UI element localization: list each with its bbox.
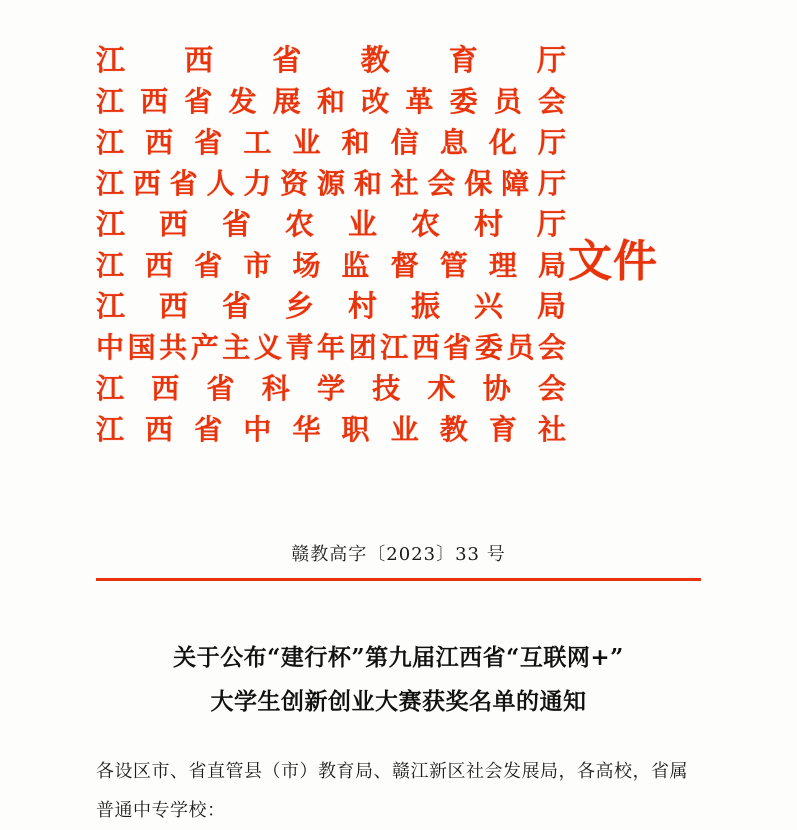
page-title [96,636,701,724]
red-divider-rule [96,578,701,581]
issuer-line: 江西省市场监督管理局 [96,249,566,282]
issuer-line: 江西省科学技术协会 [96,372,566,405]
issuer-line: 江西省工业和信息化厅 [96,126,566,159]
issuer-line: 江 西 省 乡 村 振 兴 局 [96,289,566,323]
document-word: 文件 [568,236,658,287]
issuer-line: 江西省中华职业教育社 [96,413,566,446]
issuer-list [96,40,566,450]
issuer-line: 江 西 省 农 业 农 村 厅 [96,207,566,241]
issuer-line: 江西省人力资源和社会保障厅 [96,167,566,200]
issuer-line: 中国共产主义青年团江西省委员会 [96,331,566,364]
title-line: 大学生创新创业大赛获奖名单的通知 [210,688,587,715]
title-line: 关于公布“建行杯”第九届江西省“互联网+” [173,644,624,671]
body-paragraph: 各设区市、省直管县（市）教育局、赣江新区社会发展局，各高校，省属普通中专学校： [96,761,688,821]
letterhead [0,40,797,470]
document-number: 赣教高字〔2023〕33 号 [291,544,506,565]
issuer-line: 江 西 省 教 育 厅 [96,43,566,77]
document-body [96,752,706,830]
issuer-line: 江西省发展和改革委员会 [96,85,566,118]
